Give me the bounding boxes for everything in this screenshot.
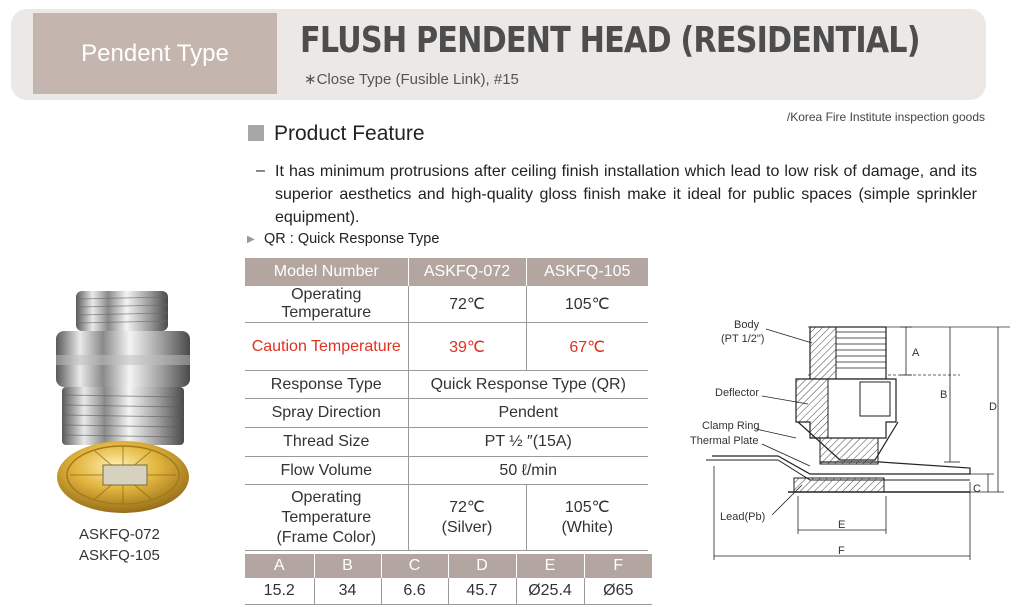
header-cell: C [381, 554, 448, 578]
triangle-right-icon: ▶ [247, 234, 255, 245]
lead-part [794, 478, 884, 492]
spec-table-header [245, 258, 648, 286]
header-cell: ASKFQ-072 [408, 258, 526, 286]
nut-part [860, 382, 890, 416]
cell-value [526, 485, 648, 551]
product-model-labels [79, 524, 160, 566]
row-label: Response Type [245, 371, 408, 399]
cell-value: 34 [314, 578, 381, 605]
cell-value: 67℃ [526, 323, 648, 371]
dim-label-d: D [989, 401, 997, 413]
dimensions-header [245, 554, 652, 578]
cell-value: 6.6 [381, 578, 448, 605]
table-row [245, 457, 648, 485]
inspection-note: /Korea Fire Institute inspection goods [786, 110, 985, 124]
sprinkler-product-image [48, 285, 198, 517]
dim-label-c: C [973, 483, 981, 495]
label-thermal-plate: Thermal Plate [690, 435, 759, 447]
header-cell: D [448, 554, 516, 578]
cell-value: 105℃ [526, 286, 648, 323]
label-body-sub: (PT 1/2") [721, 333, 765, 345]
feature-heading: Product Feature [274, 122, 425, 145]
row-label [245, 485, 408, 551]
cell-value: Quick Response Type (QR) [408, 371, 648, 399]
cell-value: 50 ℓ/min [408, 457, 648, 485]
cell-value: 45.7 [448, 578, 516, 605]
cell-value: 72℃ [408, 286, 526, 323]
body-section [810, 327, 836, 379]
table-row [245, 399, 648, 428]
table-row [245, 485, 648, 551]
cell-line: 72℃ [449, 498, 485, 516]
header-cell: B [314, 554, 381, 578]
spec-table [245, 258, 648, 551]
dimensions-table [245, 554, 652, 605]
dim-label-a: A [912, 347, 920, 359]
feature-description: It has minimum protrusions after ceiling finish installation which lead to low risk of damage, and its superior aesthetics and high-quality gloss finish make it ideal for public spaces (simple sprinkler equipment). [275, 163, 977, 226]
header-cell: A [245, 554, 314, 578]
heading-square-icon [248, 125, 264, 141]
label-body: Body [734, 319, 760, 331]
cell-value: Pendent [408, 399, 648, 428]
cell-value: Ø65 [584, 578, 652, 605]
clamp-part [820, 438, 878, 464]
table-row [245, 323, 648, 371]
header-cell: Model Number [245, 258, 408, 286]
category-badge: Pendent Type [33, 13, 277, 94]
row-label-line: Operating Temperature [281, 488, 372, 526]
dim-label-e: E [838, 519, 846, 531]
label-clamp-ring: Clamp Ring [702, 420, 760, 432]
cell-value: 15.2 [245, 578, 314, 605]
dim-label-b: B [940, 389, 948, 401]
row-label: Caution Temperature [245, 323, 408, 371]
page-subtitle: ∗Close Type (Fusible Link), #15 [304, 71, 519, 88]
header-cell: ASKFQ-105 [526, 258, 648, 286]
row-label: Operating Temperature [245, 286, 408, 323]
row-label: Spray Direction [245, 399, 408, 428]
cell-value [408, 485, 526, 551]
cell-value: PT ½ ″(15A) [408, 428, 648, 457]
cell-line: (White) [561, 518, 614, 536]
header-cell: E [516, 554, 584, 578]
dimensions-values [245, 578, 652, 605]
header-cell: F [584, 554, 652, 578]
label-lead: Lead(Pb) [720, 511, 766, 523]
row-label: Flow Volume [245, 457, 408, 485]
row-label-line: (Frame Color) [276, 528, 377, 546]
cell-line: (Silver) [441, 518, 493, 536]
label-deflector: Deflector [715, 387, 760, 399]
table-row [245, 428, 648, 457]
cell-value: 39℃ [408, 323, 526, 371]
housing-section [796, 379, 828, 438]
bullet-dash: – [256, 162, 265, 179]
qr-note: QR : Quick Response Type [264, 231, 440, 247]
page-title: FLUSH PENDENT HEAD (RESIDENTIAL) [300, 20, 920, 61]
sprinkler-cross-section-diagram [670, 310, 1015, 575]
table-row [245, 371, 648, 399]
table-row [245, 286, 648, 323]
dim-label-f: F [838, 545, 845, 557]
row-label: Thread Size [245, 428, 408, 457]
model-label: ASKFQ-105 [79, 547, 160, 564]
cell-line: 105℃ [564, 498, 610, 516]
cell-value: Ø25.4 [516, 578, 584, 605]
model-label: ASKFQ-072 [79, 526, 160, 543]
